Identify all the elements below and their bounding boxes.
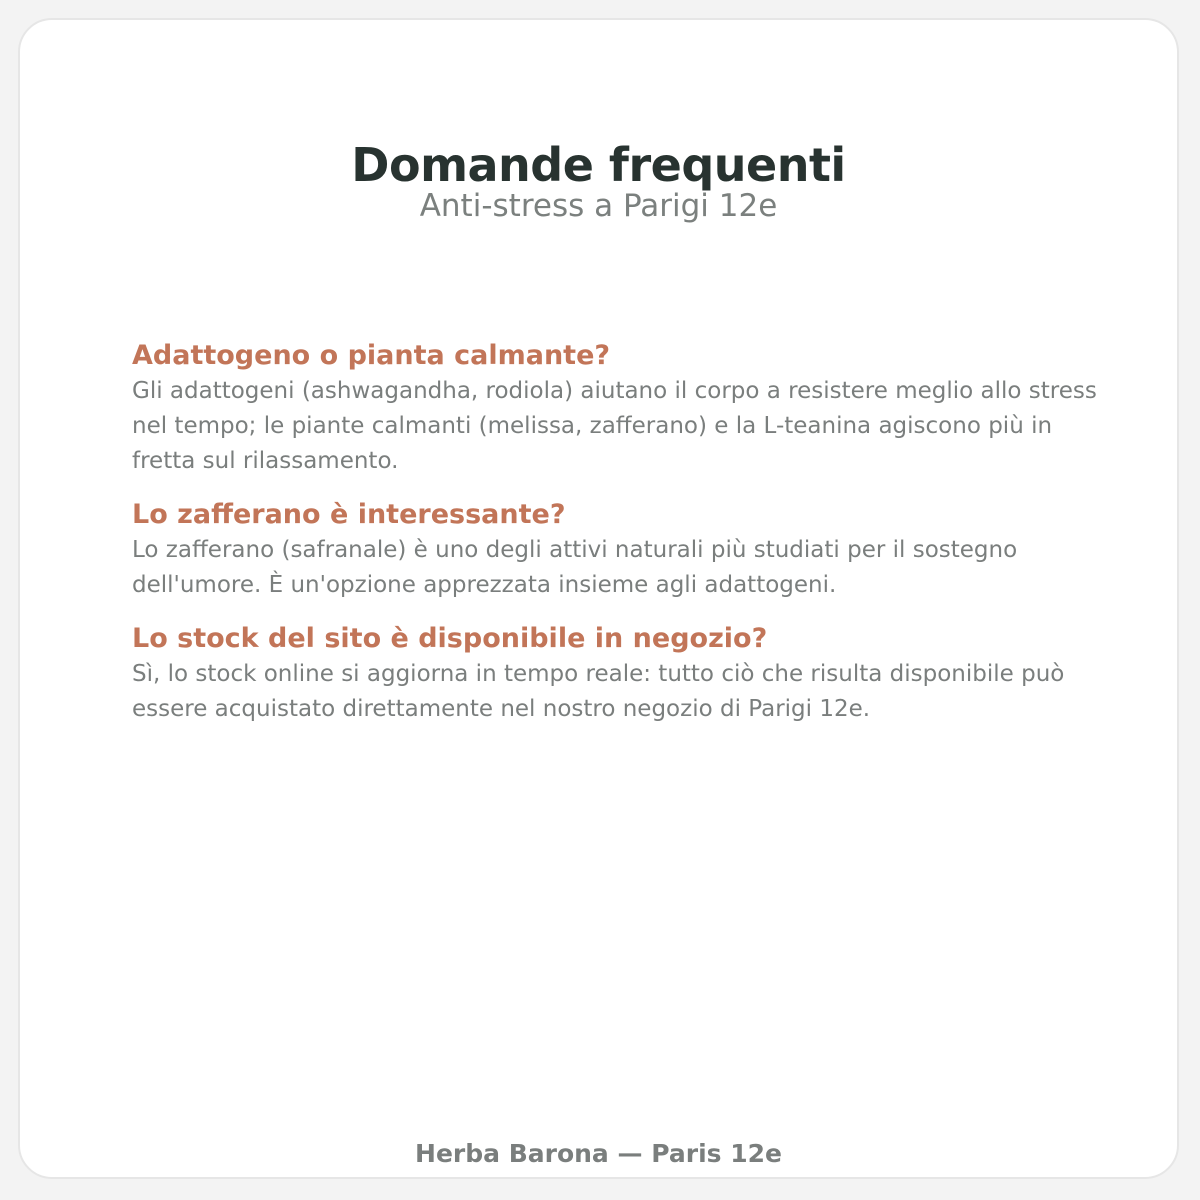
faq-question: Adattogeno o pianta calmante? <box>132 340 611 371</box>
faq-item <box>132 497 1117 603</box>
faq-question: Lo zafferano è interessante? <box>132 499 566 530</box>
faq-list <box>132 338 1117 745</box>
page-subtitle: Anti-stress a Parigi 12e <box>419 188 778 224</box>
faq-card <box>18 18 1179 1179</box>
faq-answer: Lo zafferano (safranale) è uno degli attivi naturali più studiati per il sostegno dell'umore. È un'opzione apprezzata insieme agli adattogeni. <box>132 537 1018 598</box>
page-title: Domande frequenti <box>351 137 846 192</box>
faq-item <box>132 338 1117 479</box>
faq-question: Lo stock del sito è disponibile in negozio? <box>132 623 768 654</box>
faq-item <box>132 621 1117 727</box>
faq-answer: Sì, lo stock online si aggiorna in tempo reale: tutto ciò che risulta disponibile può essere acquistato direttamente nel nostro negozio di Parigi 12e. <box>132 661 1065 722</box>
footer-brand: Herba Barona — Paris 12e <box>415 1139 782 1168</box>
faq-answer: Gli adattogeni (ashwagandha, rodiola) aiutano il corpo a resistere meglio allo stress nel tempo; le piante calmanti (melissa, zafferano) e la L-teanina agiscono più in fretta sul rilassamento. <box>132 378 1097 474</box>
